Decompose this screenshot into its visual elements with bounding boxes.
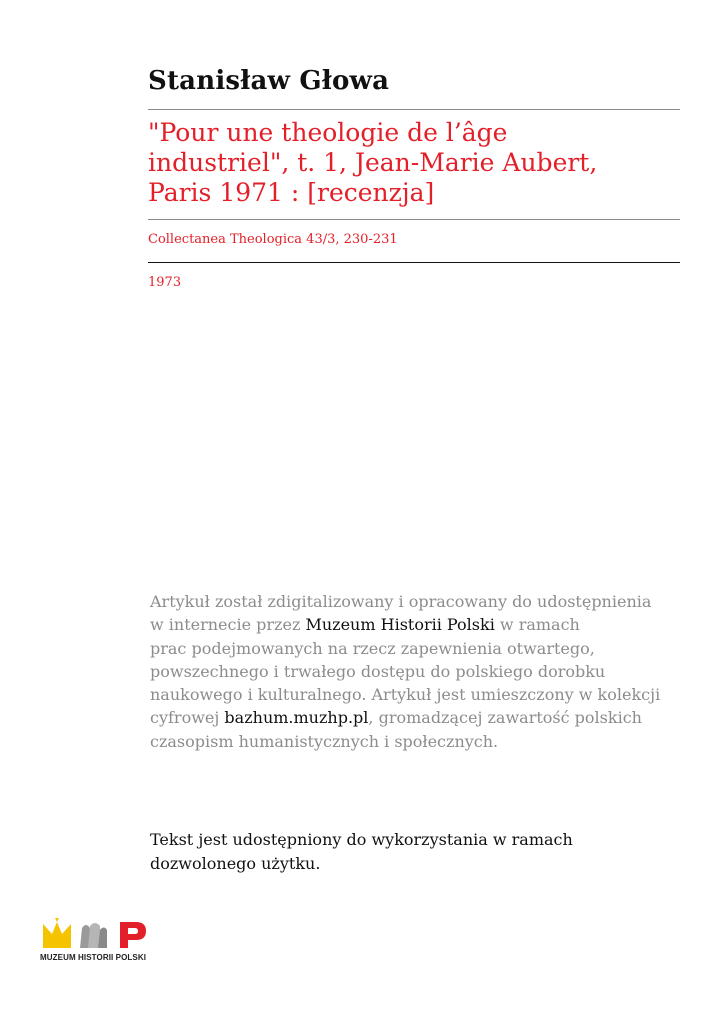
notice-text: w ramach [494, 615, 580, 635]
license-notice [150, 828, 670, 876]
museum-logo [40, 916, 160, 966]
notice-line [150, 613, 690, 636]
title-line: Paris 1971 : [recenzja] [148, 178, 435, 207]
divider-bottom [148, 262, 680, 263]
notice-text: cyfrowej [150, 708, 225, 728]
title-line: industriel", t. 1, Jean-Marie Aubert, [148, 148, 598, 177]
museum-logo-icon [40, 916, 152, 952]
divider-middle [148, 219, 680, 220]
museum-logo-text: MUZEUM HISTORII POLSKI [40, 953, 147, 962]
digitization-notice [150, 590, 690, 753]
notice-text: , gromadzącej zawartość polskich [368, 708, 642, 728]
bazhum-link[interactable]: bazhum.muzhp.pl [224, 708, 369, 728]
notice-line: prac podejmowanych na rzecz zapewnienia otwartego, [150, 638, 595, 658]
museum-link[interactable]: Muzeum Historii Polski [305, 615, 495, 635]
notice-line: czasopism humanistycznych i społecznych. [150, 731, 499, 751]
notice-line: Artykuł został zdigitalizowany i opracowany do udostępnienia [150, 592, 652, 611]
notice-line [150, 706, 690, 729]
notice-line: naukowego i kulturalnego. Artykuł jest umieszczony w kolekcji [150, 685, 661, 705]
title-line: "Pour une theologie de l’âge [148, 118, 508, 147]
article-title [148, 118, 688, 208]
license-line: Tekst jest udostępniony do wykorzystania w ramach [150, 830, 573, 849]
divider-top [148, 109, 680, 110]
notice-line: powszechnego i trwałego dostępu do polskiego dorobku [150, 661, 606, 681]
notice-text: w internecie przez [150, 615, 306, 635]
author-name: Stanisław Głowa [148, 66, 390, 96]
journal-citation: Collectanea Theologica 43/3, 230-231 [148, 232, 398, 247]
publication-year: 1973 [148, 275, 182, 290]
license-line: dozwolonego użytku. [150, 854, 321, 873]
